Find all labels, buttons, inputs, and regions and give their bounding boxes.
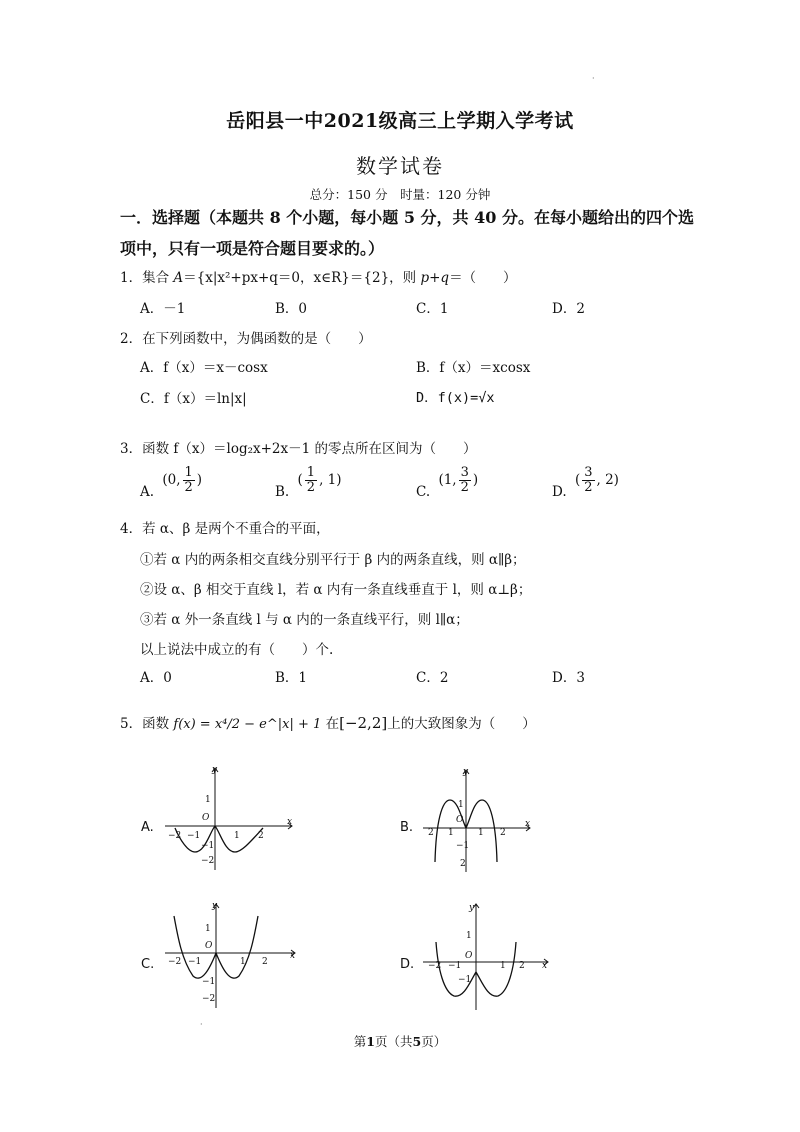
graph-d-label: D. (400, 957, 415, 972)
svg-text:O: O (202, 813, 210, 823)
page-footer (0, 1032, 800, 1050)
q3-option-d (552, 466, 619, 500)
option-left: ( (574, 472, 581, 488)
q4-text: 若 α、β 是两个不重合的平面， (142, 521, 330, 537)
q4-option-a: A．0 (140, 670, 172, 686)
section-heading-line2: 项中，只有一项是符合题目要求的。） (120, 239, 385, 258)
page-title: 岳阳县一中2021级高三上学期入学考试 (226, 110, 574, 132)
svg-text:1: 1 (466, 931, 472, 941)
question-number: 2． (120, 331, 143, 347)
option-letter: B. (275, 484, 290, 500)
svg-text:−2: −2 (428, 961, 442, 971)
question-4 (120, 517, 330, 537)
question-number: 3． (120, 441, 143, 457)
graph-c (160, 898, 300, 1013)
svg-text:−1: −1 (456, 841, 470, 851)
question-number: 4． (120, 521, 143, 537)
svg-text:1: 1 (205, 924, 211, 934)
q1-option-d: D．2 (552, 301, 585, 317)
svg-text:1: 1 (458, 800, 464, 810)
svg-text:y: y (463, 767, 469, 777)
q2-option-b: B．f（x）＝xcosx (416, 360, 531, 376)
footer-mark: · (200, 1020, 203, 1029)
option-left: (1, (438, 472, 457, 488)
svg-text:2: 2 (460, 859, 466, 869)
option-right: ) (196, 472, 203, 488)
graph-a (160, 760, 300, 875)
svg-text:1: 1 (234, 831, 240, 841)
svg-text:2: 2 (258, 831, 264, 841)
q2-option-c: C．f（x）＝ln|x| (140, 391, 247, 407)
svg-text:x: x (287, 817, 293, 827)
question-2 (120, 327, 372, 347)
graph-c-label: C. (141, 957, 155, 972)
svg-text:−2: −2 (202, 994, 216, 1004)
question-1 (120, 266, 517, 286)
q1-option-b: B．0 (275, 301, 308, 317)
svg-text:−2: −2 (168, 957, 182, 967)
svg-text:−1: −1 (448, 961, 462, 971)
total-pages: 5 (412, 1034, 422, 1049)
question-3 (120, 437, 477, 457)
corner-mark: · (592, 74, 595, 83)
footer-text: 页） (421, 1034, 447, 1049)
option-letter: A. (140, 484, 155, 500)
page-subtitle: 数学试卷 (356, 154, 444, 178)
svg-text:1: 1 (478, 828, 484, 838)
svg-text:2: 2 (519, 961, 525, 971)
svg-text:1: 1 (448, 828, 454, 838)
svg-text:1: 1 (240, 957, 246, 967)
q1-option-c: C．1 (416, 301, 449, 317)
q4-statement-3: ③若 α 外一条直线 l 与 α 内的一条直线平行，则 l∥α； (140, 612, 469, 628)
q5-text: 函数 (142, 716, 170, 732)
graph-b-label: B. (400, 820, 414, 835)
q4-option-d: D．3 (552, 670, 585, 686)
svg-text:−1: −1 (458, 975, 472, 985)
option-right: , 1) (319, 472, 342, 488)
option-letter: D. (552, 484, 567, 500)
svg-text:x: x (542, 961, 548, 971)
exam-meta: 总分：150 分 时量：120 分钟 (309, 187, 491, 202)
q2-option-d: D．f(x)=√x (416, 390, 495, 406)
q5-text: 上的大致图象为（ ） (387, 716, 536, 732)
svg-text:−1: −1 (201, 841, 215, 851)
svg-text:y: y (212, 901, 218, 911)
graph-a-label: A. (141, 820, 154, 835)
fraction: $\frac{3}{2}$ (460, 465, 469, 495)
svg-text:2: 2 (500, 828, 506, 838)
svg-text:2: 2 (428, 828, 434, 838)
q4-statement-4: 以上说法中成立的有（ ）个. (140, 642, 334, 658)
q5-interval: [−2,2] (339, 714, 388, 732)
svg-text:−1: −1 (188, 957, 202, 967)
q2-option-a: A．f（x）＝x－cosx (140, 360, 268, 376)
svg-text:−1: −1 (187, 831, 201, 841)
q5-formula: f(x) = x⁴/2 − e^|x| + 1 (173, 717, 322, 732)
option-left: (0, (162, 472, 181, 488)
q4-option-c: C．2 (416, 670, 449, 686)
q5-text: 在 (325, 716, 340, 732)
svg-text:O: O (465, 951, 473, 961)
q1-text: ＝{x|x²+px+q＝0，x∈R}＝{2}，则 (183, 270, 421, 286)
q4-statement-1: ①若 α 内的两条相交直线分别平行于 β 内的两条直线，则 α∥β； (140, 552, 526, 568)
question-number: 5． (120, 716, 143, 732)
svg-text:−2: −2 (201, 856, 215, 866)
svg-text:−1: −1 (202, 977, 216, 987)
option-left: ( (297, 472, 303, 488)
current-page: 1 (366, 1034, 375, 1049)
fraction: $\frac{3}{2}$ (584, 465, 593, 495)
q3-text: 函数 f（x）＝log₂x+2x－1 的零点所在区间为（ ） (142, 441, 477, 457)
svg-text:y: y (469, 903, 475, 913)
option-right: , 2) (596, 472, 619, 488)
q1-var: A (173, 270, 184, 286)
svg-text:1: 1 (205, 795, 211, 805)
q4-statement-2: ②设 α、β 相交于直线 l，若 α 内有一条直线垂直于 l，则 α⊥β； (140, 582, 532, 598)
option-right: ) (472, 472, 479, 488)
svg-text:x: x (290, 951, 296, 961)
fraction: $\frac{1}{2}$ (306, 465, 316, 495)
graph-d (418, 900, 558, 1015)
footer-text: 页（共 (374, 1034, 413, 1049)
footer-text: 第 (353, 1034, 367, 1049)
q2-text: 在下列函数中，为偶函数的是（ ） (142, 331, 372, 347)
q3-option-b (275, 466, 342, 500)
svg-text:O: O (205, 941, 213, 951)
q4-option-b: B．1 (275, 670, 308, 686)
q3-option-c (416, 466, 478, 500)
q1-option-a: A．－1 (140, 301, 186, 317)
svg-text:2: 2 (262, 957, 268, 967)
fraction: $\frac{1}{2}$ (184, 465, 193, 495)
svg-text:1: 1 (500, 961, 506, 971)
question-5 (120, 712, 536, 732)
svg-text:x: x (525, 819, 531, 829)
graph-b (418, 762, 558, 877)
q1-text: ＝（ ） (449, 270, 517, 286)
q1-var: p+q (420, 270, 450, 286)
q3-option-a (140, 466, 202, 500)
q1-text: 集合 (142, 270, 174, 286)
question-number: 1． (120, 270, 143, 286)
svg-text:O: O (456, 815, 464, 825)
section-heading-line1: 一．选择题（本题共 8 个小题，每小题 5 分，共 40 分。在每小题给出的四个选 (120, 208, 694, 227)
option-letter: C. (416, 484, 431, 500)
svg-text:−2: −2 (168, 831, 182, 841)
svg-text:y: y (212, 765, 218, 775)
